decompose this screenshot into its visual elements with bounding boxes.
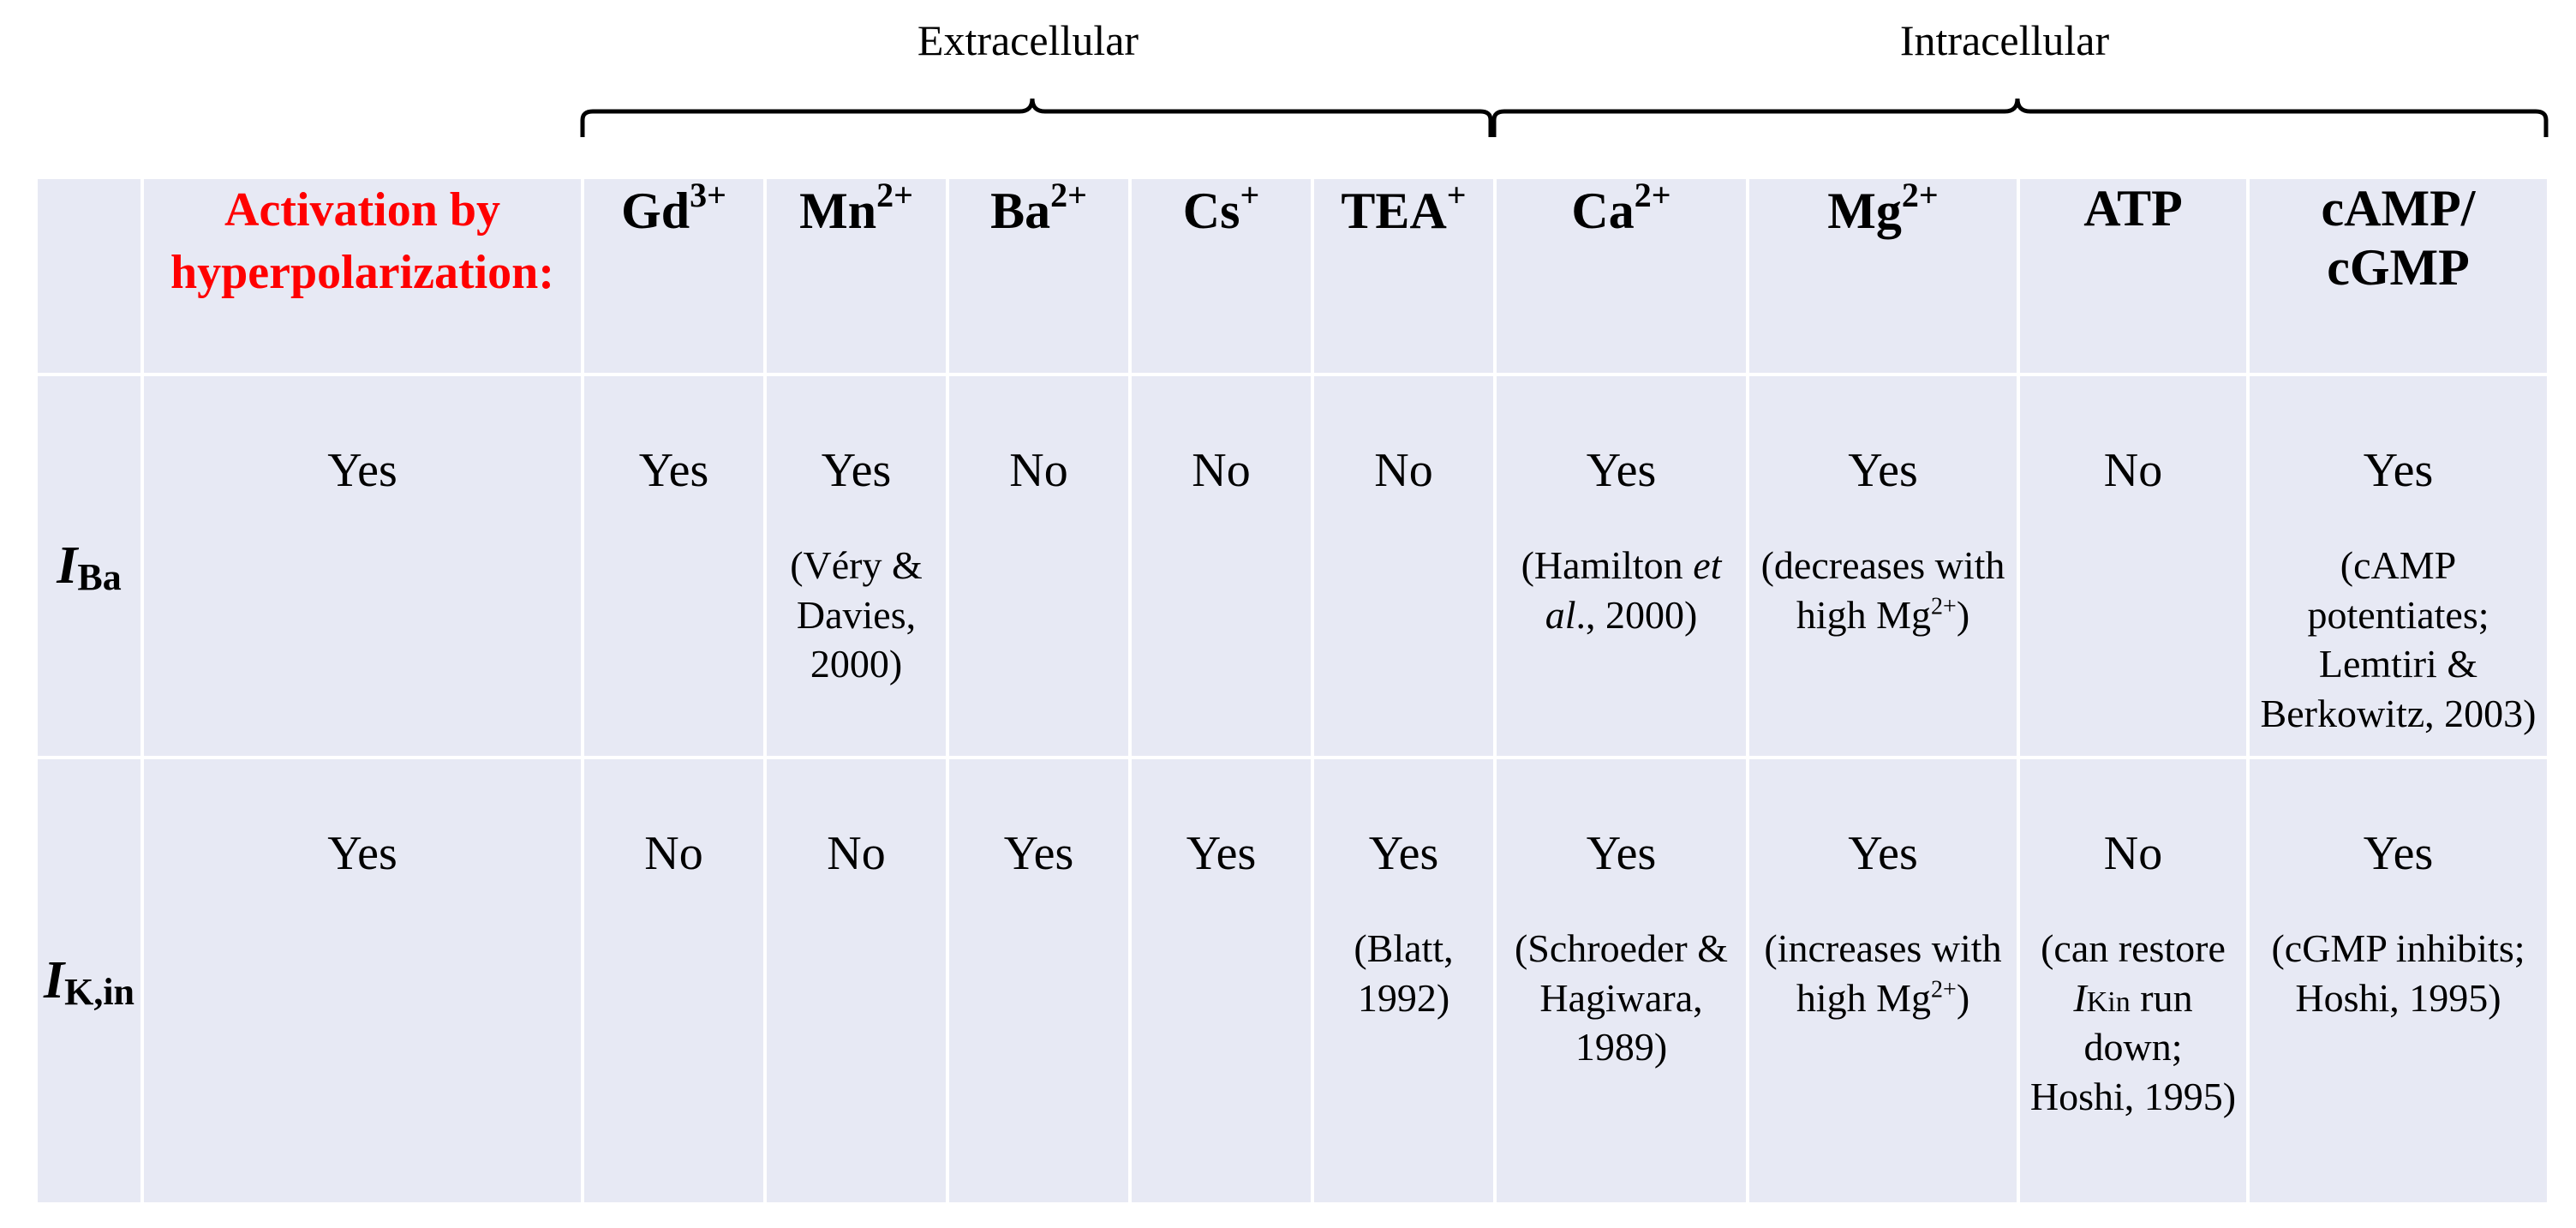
channel-properties-table: [34, 176, 2550, 1206]
ikin-ba-cell: [947, 758, 1130, 1204]
group-braces: [0, 0, 2576, 171]
table-row-iba: [36, 374, 2549, 758]
ikin-activation-cell: [142, 758, 583, 1204]
iba-mg-note-line1: (decreases with: [1760, 543, 2005, 587]
iba-mn-note-line3: 2000): [810, 642, 903, 686]
mn-header: [765, 177, 947, 374]
iba-gd-value: Yes: [638, 444, 709, 497]
ikin-mg-value: Yes: [1848, 827, 1918, 880]
iba-atp-value: No: [2103, 444, 2163, 497]
camp-header-line1: cAMP/: [2321, 180, 2476, 237]
gd-charge: 3+: [690, 176, 726, 214]
ikin-tea-note-line1: (Blatt,: [1354, 926, 1454, 970]
ikin-atp-note: [2020, 924, 2246, 1121]
iba-activation-value: Yes: [327, 444, 397, 497]
ikin-atp-note-kin: Kin: [2086, 985, 2131, 1018]
gd-header: [583, 177, 765, 374]
table-row-ikin: [36, 758, 2549, 1204]
ikin-cs-value: Yes: [1186, 827, 1257, 880]
iba-mn-note-line2: Davies,: [796, 592, 917, 637]
ikin-tea-value: Yes: [1368, 827, 1439, 880]
row-label-ikin: [36, 758, 142, 1204]
iba-ca-note: [1497, 541, 1746, 639]
ikin-mn-cell: [765, 758, 947, 1204]
extracellular-brace: [583, 99, 1491, 137]
header-row: [36, 177, 2549, 374]
ikin-camp-cell: [2248, 758, 2549, 1204]
iba-mn-value: Yes: [821, 444, 892, 497]
mg-header: [1748, 177, 2018, 374]
cs-symbol: Cs: [1182, 183, 1240, 239]
iba-ba-cell: [947, 374, 1130, 758]
ba-header: [947, 177, 1130, 374]
activation-header: [142, 177, 583, 374]
iba-mg-value: Yes: [1848, 444, 1918, 497]
extracellular-group-label: Extracellular: [917, 16, 1139, 64]
ikin-mg-note-end: ): [1956, 975, 1970, 1020]
intracellular-group-label: Intracellular: [1899, 16, 2110, 64]
ikin-ca-note-line2: Hagiwara,: [1539, 975, 1703, 1020]
tea-header: [1312, 177, 1495, 374]
corner-cell: [36, 177, 142, 374]
ikin-ca-note-line1: (Schroeder &: [1514, 926, 1729, 970]
ca-symbol: Ca: [1571, 183, 1635, 239]
ikin-mg-cell: [1748, 758, 2018, 1204]
ikin-atp-note-run: run: [2130, 975, 2193, 1020]
camp-header-line2: cGMP: [2327, 239, 2470, 296]
iba-ca-cell: [1495, 374, 1748, 758]
ikin-camp-note: [2250, 924, 2547, 1022]
mn-charge: 2+: [876, 176, 913, 214]
ca-charge: 2+: [1634, 176, 1671, 214]
ikin-ca-note: [1497, 924, 1746, 1072]
iba-mg-note-sup: 2+: [1931, 593, 1957, 620]
atp-label: ATP: [2083, 180, 2183, 237]
iba-activation-cell: [142, 374, 583, 758]
ikin-ca-note-line3: 1989): [1575, 1025, 1668, 1069]
iba-gd-cell: [583, 374, 765, 758]
ba-charge: 2+: [1050, 176, 1087, 214]
activation-header-line1: Activation by: [224, 183, 500, 237]
iba-ca-note-l1b: et: [1693, 543, 1722, 587]
ikin-mn-value: No: [827, 827, 886, 880]
iba-camp-note-line2: potentiates;: [2307, 592, 2489, 637]
ikin-tea-cell: [1312, 758, 1495, 1204]
iba-atp-cell: [2018, 374, 2248, 758]
ikin-tea-note-line2: 1992): [1357, 975, 1450, 1020]
ikin-camp-value: Yes: [2363, 827, 2434, 880]
iba-mn-cell: [765, 374, 947, 758]
iba-mg-note-end: ): [1956, 592, 1970, 637]
ba-symbol: Ba: [990, 183, 1051, 239]
intracellular-brace: [1494, 99, 2546, 137]
iba-camp-cell: [2248, 374, 2549, 758]
ikin-mg-note-line1: (increases with: [1764, 926, 2002, 970]
ikin-atp-note-line4: Hoshi, 1995): [2029, 1074, 2237, 1118]
ikin-atp-note-line1: (can restore: [2041, 926, 2226, 970]
ikin-ca-value: Yes: [1586, 827, 1657, 880]
activation-header-line2: hyperpolarization:: [170, 245, 554, 299]
ikin-atp-note-line3: down;: [2083, 1025, 2183, 1069]
ikin-atp-value: No: [2103, 827, 2163, 880]
iba-tea-cell: [1312, 374, 1495, 758]
ikin-atp-cell: [2018, 758, 2248, 1204]
iba-camp-value: Yes: [2363, 444, 2434, 497]
iba-mn-note: [767, 541, 946, 689]
ikin-ca-cell: [1495, 758, 1748, 1204]
iba-camp-note-line1: (cAMP: [2340, 543, 2457, 587]
iba-camp-note: [2250, 541, 2547, 738]
ikin-camp-note-line2: Hoshi, 1995): [2295, 975, 2501, 1020]
iba-ca-note-l1a: (Hamilton: [1521, 543, 1694, 587]
iba-cs-cell: [1130, 374, 1312, 758]
iba-mg-cell: [1748, 374, 2018, 758]
gd-symbol: Gd: [621, 183, 690, 239]
iba-tea-value: No: [1374, 444, 1433, 497]
mg-symbol: Mg: [1827, 183, 1902, 239]
iba-camp-note-line4: Berkowitz, 2003): [2260, 691, 2537, 735]
iba-ba-value: No: [1009, 444, 1068, 497]
iba-ca-note-l2a: al: [1545, 592, 1576, 637]
tea-charge: +: [1446, 176, 1467, 214]
iba-label-main: I: [57, 536, 78, 595]
ikin-label-main: I: [43, 951, 65, 1009]
cs-header: [1130, 177, 1312, 374]
camp-header: [2248, 177, 2549, 374]
ikin-ba-value: Yes: [1003, 827, 1074, 880]
ikin-label-sub: K,in: [64, 971, 135, 1013]
ikin-mg-note-line2: high Mg: [1796, 975, 1932, 1020]
ikin-gd-cell: [583, 758, 765, 1204]
ikin-mg-note: [1749, 924, 2017, 1022]
ikin-mg-note-sup: 2+: [1931, 976, 1957, 1003]
row-label-iba: [36, 374, 142, 758]
ca-header: [1495, 177, 1748, 374]
mn-symbol: Mn: [799, 183, 877, 239]
iba-camp-note-line3: Lemtiri &: [2318, 642, 2478, 686]
iba-label-sub: Ba: [77, 556, 122, 598]
iba-mg-note: [1749, 541, 2017, 639]
mg-charge: 2+: [1901, 176, 1939, 214]
ikin-camp-note-line1: (cGMP inhibits;: [2271, 926, 2525, 970]
ikin-cs-cell: [1130, 758, 1312, 1204]
tea-symbol: TEA: [1341, 183, 1447, 239]
ikin-atp-note-i: I: [2073, 975, 2087, 1020]
iba-cs-value: No: [1192, 444, 1251, 497]
iba-ca-value: Yes: [1586, 444, 1657, 497]
iba-mn-note-line1: (Véry &: [790, 543, 923, 587]
cs-charge: +: [1240, 176, 1260, 214]
atp-header: [2018, 177, 2248, 374]
iba-ca-note-l2b: ., 2000): [1575, 592, 1698, 637]
ikin-gd-value: No: [644, 827, 703, 880]
iba-mg-note-line2: high Mg: [1796, 592, 1932, 637]
ikin-tea-note: [1314, 924, 1493, 1022]
ikin-activation-value: Yes: [327, 827, 397, 880]
